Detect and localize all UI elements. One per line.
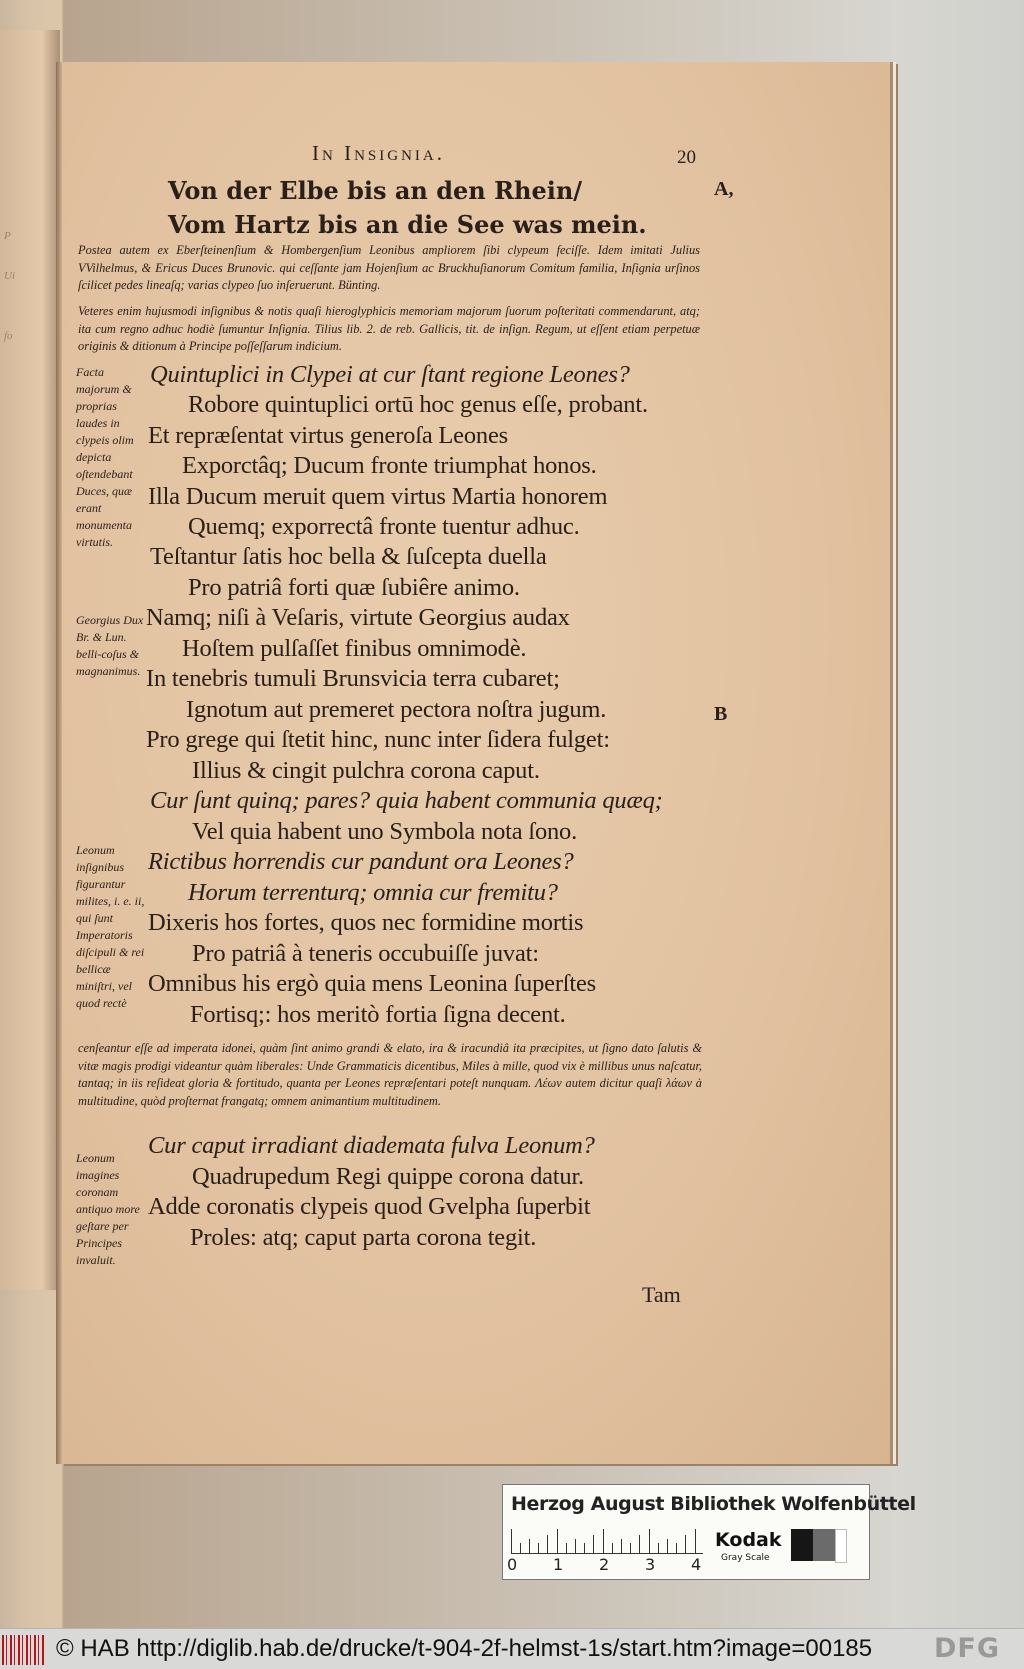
ruler-number: 1 [553, 1555, 564, 1574]
margin-note: Georgius Dux Br. & Lun. belli-coſus & magnanimus. [76, 613, 144, 678]
verse-line: Teſtantur ſatis hoc bella & ſuſcepta duella [150, 543, 547, 570]
verse-line: Namq; niſi à Veſaris, virtute Georgius audax [146, 604, 570, 631]
ruler-number: 4 [691, 1555, 702, 1574]
kodak-logo: Kodak [715, 1529, 782, 1551]
dfg-logo: DFG [934, 1633, 1001, 1664]
verse-line: Robore quintuplici ortū hoc genus eſſe, probant. [188, 391, 648, 418]
verse-line: Quintuplici in Clypei at cur ſtant regione Leones? [150, 361, 630, 388]
ruler-number: 0 [507, 1555, 518, 1574]
prose-paragraph: Veteres enim hujusmodi inſignibus & notis quaſi hieroglyphicis memoriam majorum ſuorum poſteritati commendarunt, atq; ita cum regno adhuc hodiè ſumuntur Inſignia. Tilius lib. 2. de reb. Gallicis, tit. de inſign. Regum, ut eſſent etiam perpetuæ originis & ditionum à Principe poſſeſſarum indicium. [78, 304, 700, 354]
ruler-number: 3 [645, 1555, 656, 1574]
source-url[interactable]: © HAB http://diglib.hab.de/drucke/t-904-2f-helmst-1s/start.htm?image=00185 [56, 1635, 873, 1662]
swatch-white [835, 1529, 847, 1563]
verse-line: Pro grege qui ſtetit hinc, nunc inter ſidera fulget: [146, 726, 610, 753]
verse-line: Illa Ducum meruit quem virtus Martia honorem [148, 483, 608, 510]
verse-line: Quadrupedum Regi quippe corona datur. [192, 1163, 584, 1190]
ruler-scale [511, 1529, 703, 1554]
signature-mark-a: A, [714, 178, 734, 200]
swatch-black [791, 1529, 813, 1561]
verse-line: Omnibus his ergò quia mens Leonina ſuperſtes [148, 970, 597, 997]
running-head: In Insignia. [312, 141, 445, 165]
verse-line: Exporctâq; Ducum fronte triumphat honos. [182, 452, 597, 479]
verse-line: Fortisq;: hos meritò fortia ſigna decent. [190, 1001, 566, 1028]
catchword: Tam [642, 1282, 681, 1307]
verse-line: Horum terrenturq; omnia cur fremitu? [188, 879, 558, 906]
prose-paragraph: Postea autem ex Eberſteinenſium & Hombergenſium Leonibus ampliorem ſibi clypeum feciſſe. Idem imitati Julius VVilhelmus, & Ericus Duces Brunovic. qui ceſſante jam Hojenſium ac Bruckhuſianorum Comitum familia, Inſignia urſinos ſcilicet pedes lineaſq; varias clypeo ſuo inſeruerunt. Bünting. [78, 243, 700, 293]
swatch-grey [813, 1529, 835, 1561]
german-verse-line: Von der Elbe bis an den Rhein/ [168, 176, 583, 205]
verse-line: Rictibus horrendis cur pandunt ora Leones? [148, 848, 574, 875]
page-number: 20 [677, 147, 696, 168]
verse-line: Adde coronatis clypeis quod Gvelpha ſuperbit [148, 1193, 591, 1220]
german-verse-line: Vom Hartz bis an die See was mein. [168, 210, 647, 239]
verse-line: Ignotum aut premeret pectora noſtra jugum. [186, 696, 607, 723]
verse-line: Dixeris hos fortes, quos nec formidine mortis [148, 909, 584, 936]
verse-line: In tenebris tumuli Brunsvicia terra cubaret; [146, 665, 560, 692]
margin-note: Leonum imagines coronam antiquo more geſtare per Principes invaluit. [76, 1151, 140, 1267]
ruler-number: 2 [599, 1555, 610, 1574]
verse-line: Illius & cingit pulchra corona caput. [192, 757, 540, 784]
page-gutter [56, 62, 62, 1464]
verse-line: Proles: atq; caput parta corona tegit. [190, 1224, 537, 1251]
previous-page-edge: P Ui fo [0, 30, 60, 1290]
gray-scale-caption: Gray Scale [721, 1553, 770, 1563]
verse-line: Cur caput irradiant diademata fulva Leonum? [148, 1132, 595, 1159]
verse-line: Pro patriâ forti quæ ſubiêre animo. [188, 574, 520, 601]
footer-bar [0, 1628, 1024, 1669]
barcode-logo-icon [2, 1635, 46, 1665]
signature-mark-b: B [714, 703, 728, 725]
verse-line: Et repræſentat virtus generoſa Leones [148, 422, 508, 449]
verse-line: Hoſtem pulſaſſet finibus omnimodè. [182, 635, 527, 662]
prose-paragraph: cenſeantur eſſe ad imperata idonei, quàm ſint animo grandi & elato, ira & iracundiâ ita præcipites, ut ſigno dato ſalutis & vitæ magis prodigi videantur quàm liberales: Unde Grammaticis dicentibus, Miles à mille, quod vix è millibus unus naſcatur, tantaq; in iis reſideat gloria & fortitudo, quanta per Leones repræſentari poteſt nunquam. Λέων autem dicitur quaſi λάων à multitudine, quòd proſternat frangatq; omnem animantium multitudinem. [78, 1041, 702, 1108]
verse-line: Cur ſunt quinq; pares? quia habent communia quæq; [150, 787, 663, 814]
verse-line: Quemq; exporrectâ fronte tuentur adhuc. [188, 513, 580, 540]
margin-note: Facta majorum & proprias laudes in clypeis olim depicta oſtendebant Duces, quæ erant monumenta virtutis. [76, 365, 134, 549]
verse-line: Pro patriâ à teneris occubuiſſe juvat: [192, 940, 539, 967]
verse-line: Vel quia habent uno Symbola nota ſono. [192, 818, 578, 845]
margin-note: Leonum inſignibus figurantur milites, i. e. ii, qui ſunt Imperatoris diſcipuli & rei bellicæ miniſtri, vel quod rectè [76, 843, 145, 1010]
color-calibration-label [502, 1484, 916, 1580]
institution-name: Herzog August Bibliothek Wolfenbüttel [511, 1493, 916, 1515]
